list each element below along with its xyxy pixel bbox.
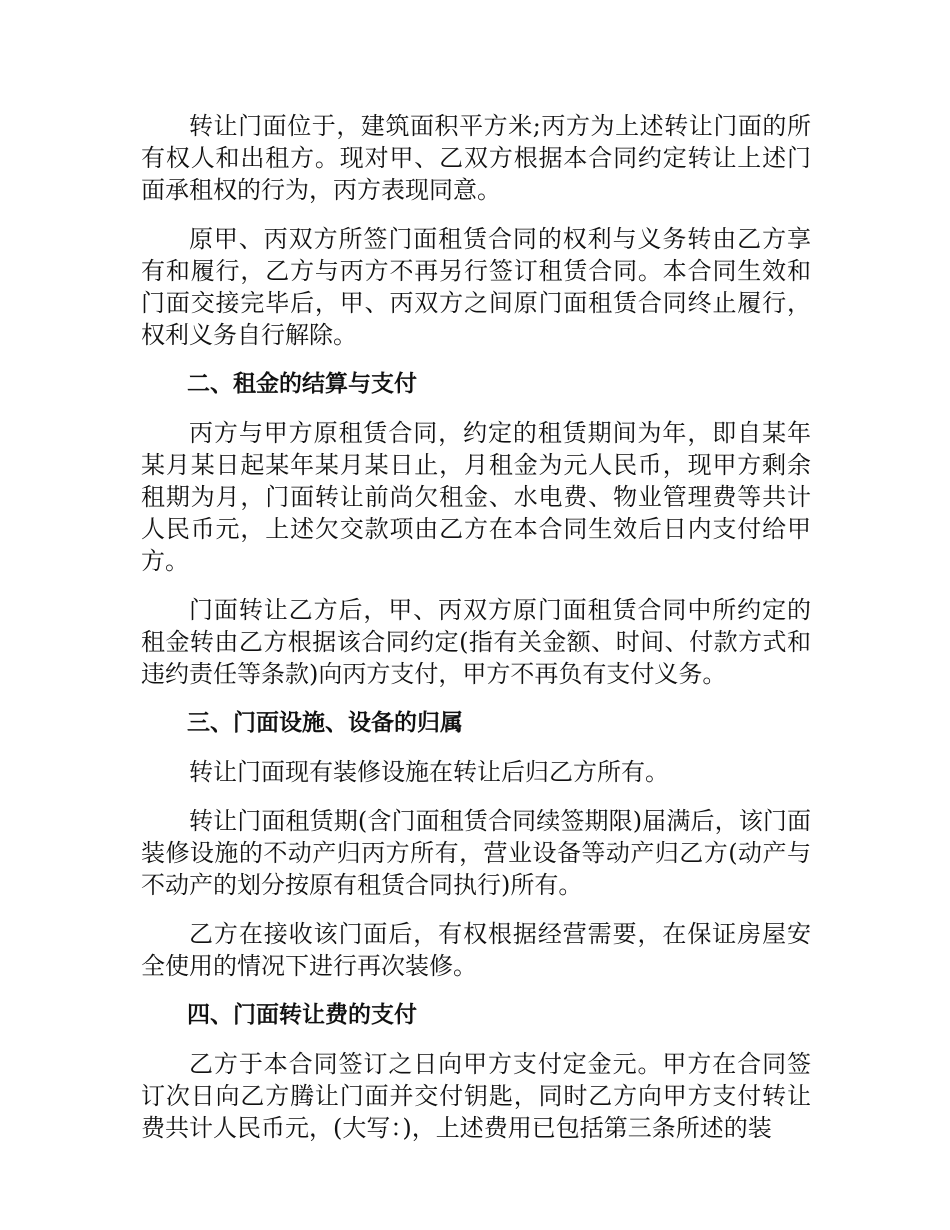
paragraph-2: 原甲、丙双方所签门面租赁合同的权利与义务转由乙方享有和履行，乙方与丙方不再另行签订租赁合同。本合同生效和门面交接完毕后，甲、丙双方之间原门面租赁合同终止履行，权利义务自行解除。 — [141, 225, 811, 349]
paragraph-8: 乙方于本合同签订之日向甲方支付定金元。甲方在合同签订次日向乙方腾让门面并交付钥匙，同时乙方向甲方支付转让费共计人民币元，(大写：)，上述费用已包括第三条所述的装 — [141, 1050, 811, 1142]
paragraph-5: 转让门面现有装修设施在转让后归乙方所有。 — [189, 758, 669, 786]
paragraph-6: 转让门面租赁期(含门面租赁合同续签期限)届满后，该门面装修设施的不动产归丙方所有，营业设备等动产归乙方(动产与不动产的划分按原有租赁合同执行)所有。 — [141, 807, 811, 899]
paragraph-3: 丙方与甲方原租赁合同，约定的租赁期间为年，即自某年某月某日起某年某月某日止，月租金为元人民币，现甲方剩余租期为月，门面转让前尚欠租金、水电费、物业管理费等共计人民币元，上述欠交款项由乙方在本合同生效后日内支付给甲方。 — [141, 419, 811, 575]
paragraph-1: 转让门面位于，建筑面积平方米;丙方为上述转让门面的所有权人和出租方。现对甲、乙双方根据本合同约定转让上述门面承租权的行为，丙方表现同意。 — [141, 112, 811, 204]
document-body — [141, 110, 811, 1161]
section-heading-4: 四、门面转让费的支付 — [187, 1002, 417, 1028]
paragraph-7: 乙方在接收该门面后，有权根据经营需要，在保证房屋安全使用的情况下进行再次装修。 — [141, 920, 811, 980]
paragraph-4: 门面转让乙方后，甲、丙双方原门面租赁合同中所约定的租金转由乙方根据该合同约定(指有关金额、时间、付款方式和违约责任等条款)向丙方支付，甲方不再负有支付义务。 — [141, 596, 811, 688]
section-heading-2: 二、租金的结算与支付 — [187, 371, 417, 397]
section-heading-3: 三、门面设施、设备的归属 — [187, 710, 463, 736]
